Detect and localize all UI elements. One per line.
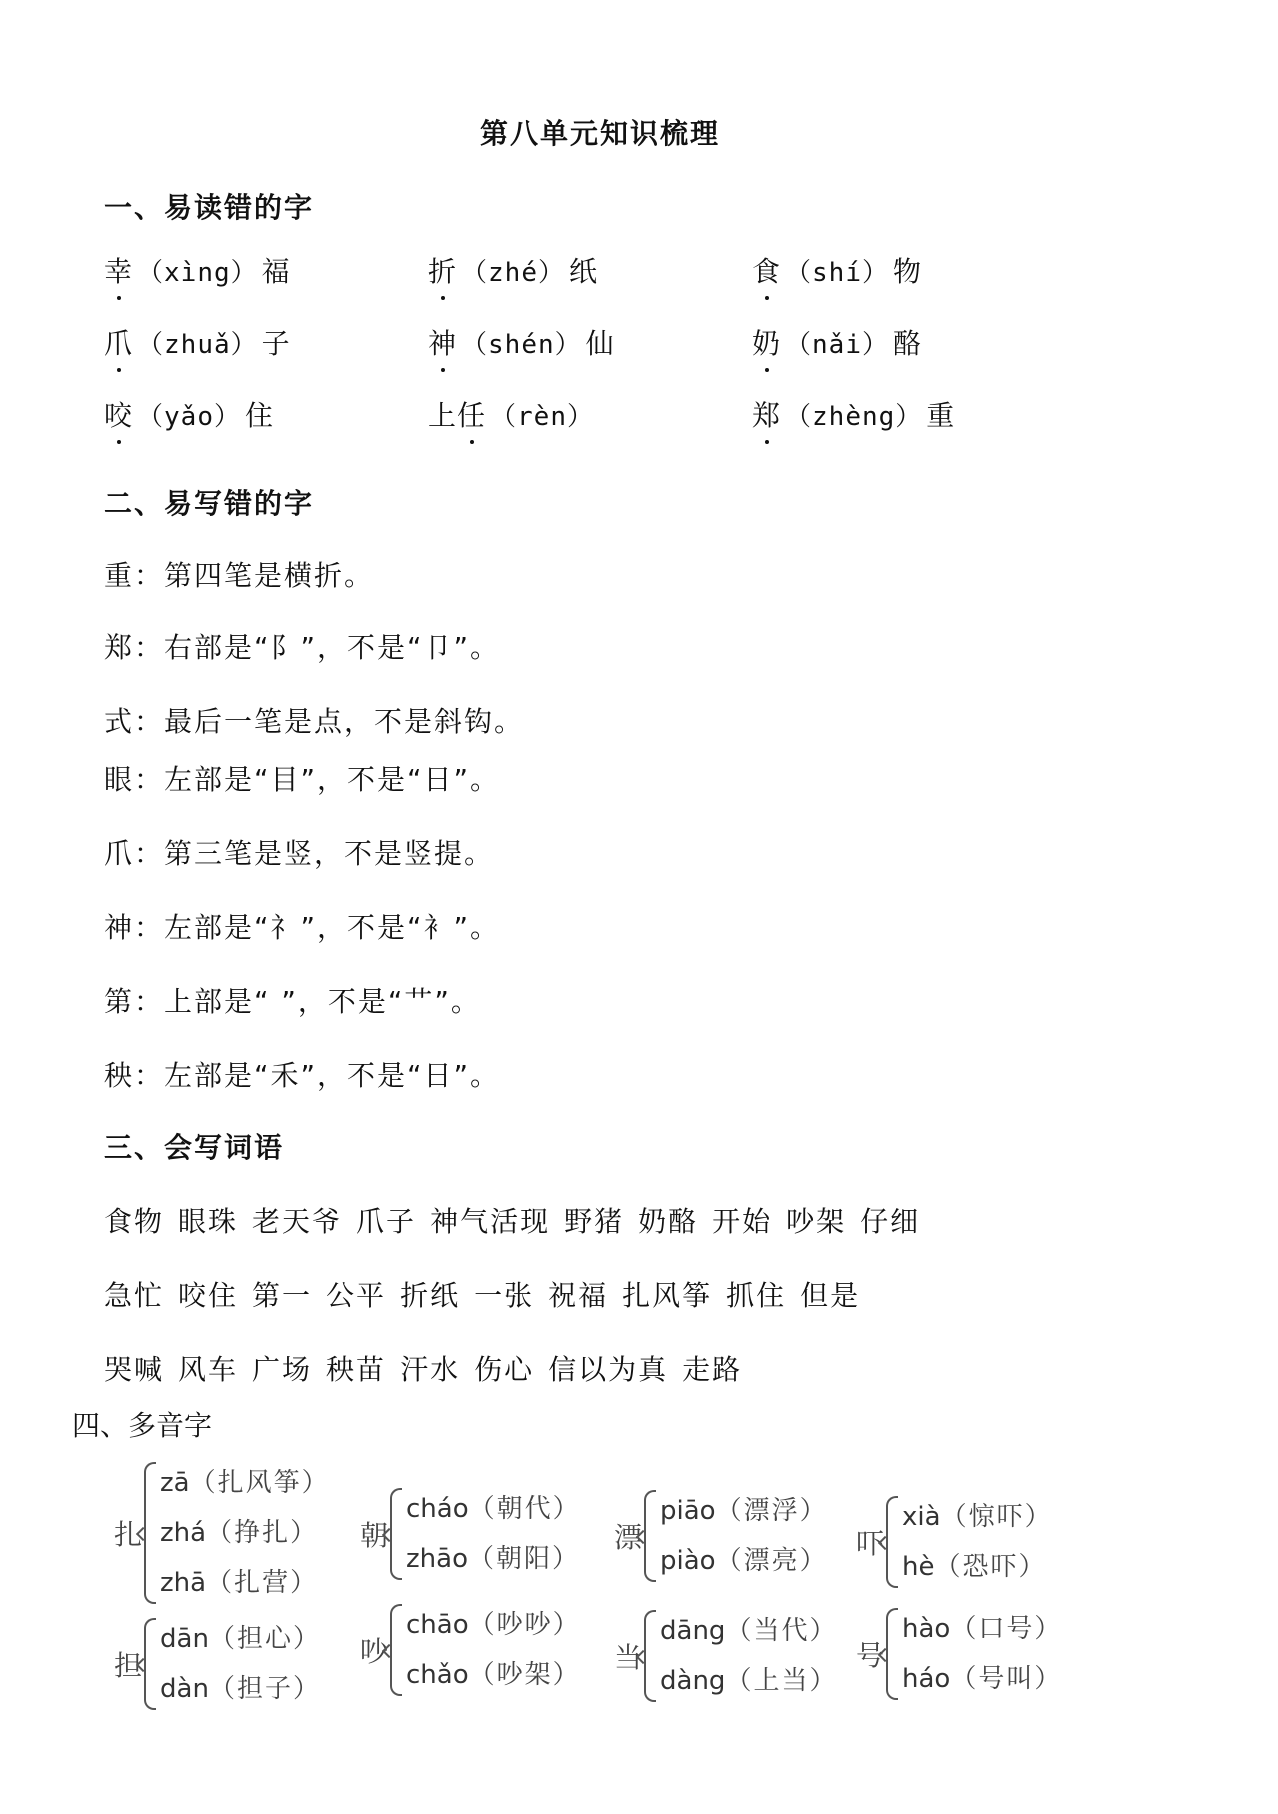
polyphone-group bbox=[614, 1606, 837, 1706]
polyphone-char: 朝 bbox=[360, 1519, 389, 1552]
read-item: 咬 （yǎo） 住 bbox=[104, 394, 274, 434]
brace-icon bbox=[390, 1488, 402, 1580]
emphasis-char: 幸 bbox=[104, 250, 133, 290]
read-item: 食 （shí） 物 bbox=[752, 250, 922, 290]
write-note: 重：第四笔是横折。 bbox=[104, 559, 375, 592]
polyphone-char: 扎 bbox=[114, 1518, 143, 1551]
word: 哭喊 bbox=[104, 1353, 165, 1386]
brace-icon bbox=[144, 1462, 156, 1604]
word: 但是 bbox=[800, 1279, 861, 1312]
polyphone-group bbox=[856, 1492, 1053, 1592]
emphasis-char: 爪 bbox=[104, 322, 133, 362]
polyphone-char: 当 bbox=[614, 1641, 643, 1674]
polyphone-group bbox=[114, 1614, 321, 1714]
polyphone-char: 担 bbox=[114, 1649, 143, 1682]
polyphone-char: 吓 bbox=[856, 1527, 885, 1560]
reading: zhāo（朝阳） bbox=[406, 1544, 580, 1574]
read-item: 上任 （rèn） bbox=[428, 394, 598, 434]
section1-heading: 一、易读错的字 bbox=[104, 191, 315, 224]
write-note: 神：左部是“礻”，不是“衤”。 bbox=[104, 911, 501, 944]
emphasis-char: 折 bbox=[428, 250, 457, 290]
word: 野猪 bbox=[564, 1205, 625, 1238]
reading: chāo（吵吵） bbox=[406, 1610, 581, 1640]
polyphone-group bbox=[614, 1486, 828, 1586]
write-note: 郑：右部是“阝”，不是“卩”。 bbox=[104, 631, 501, 664]
word: 折纸 bbox=[400, 1279, 461, 1312]
word: 奶酪 bbox=[638, 1205, 699, 1238]
word: 急忙 bbox=[104, 1279, 165, 1312]
reading: chǎo（吵架） bbox=[406, 1660, 581, 1690]
polyphone-char: 漂 bbox=[614, 1521, 643, 1554]
write-note: 爪：第三笔是竖，不是竖提。 bbox=[104, 837, 495, 870]
emphasis-char: 咬 bbox=[104, 394, 133, 434]
word: 扎风筝 bbox=[622, 1279, 713, 1312]
polyphone-group bbox=[360, 1600, 581, 1700]
reading: cháo（朝代） bbox=[406, 1494, 581, 1524]
word: 秧苗 bbox=[326, 1353, 387, 1386]
word: 眼珠 bbox=[178, 1205, 239, 1238]
word: 仔细 bbox=[860, 1205, 921, 1238]
section4-heading: 四、多音字 bbox=[72, 1409, 213, 1442]
emphasis-char: 任 bbox=[457, 394, 486, 434]
brace-icon bbox=[390, 1604, 402, 1696]
polyphone-group bbox=[114, 1458, 330, 1608]
word: 抓住 bbox=[726, 1279, 787, 1312]
word: 一张 bbox=[474, 1279, 535, 1312]
reading: zhā（扎营） bbox=[160, 1568, 319, 1598]
brace-icon bbox=[144, 1618, 156, 1710]
reading: piào（漂亮） bbox=[660, 1546, 828, 1576]
emphasis-char: 食 bbox=[752, 250, 781, 290]
word-row bbox=[104, 1200, 934, 1240]
word: 汗水 bbox=[400, 1353, 461, 1386]
reading: hè（恐吓） bbox=[902, 1552, 1047, 1582]
word: 食物 bbox=[104, 1205, 165, 1238]
word: 广场 bbox=[252, 1353, 313, 1386]
word: 伤心 bbox=[474, 1353, 535, 1386]
word: 祝福 bbox=[548, 1279, 609, 1312]
read-item: 奶 （nǎi） 酪 bbox=[752, 322, 922, 362]
word: 吵架 bbox=[786, 1205, 847, 1238]
section3-heading: 三、会写词语 bbox=[104, 1131, 285, 1164]
write-note: 式：最后一笔是点，不是斜钩。 bbox=[104, 705, 525, 738]
word: 公平 bbox=[326, 1279, 387, 1312]
word-row bbox=[104, 1348, 756, 1388]
polyphone-char: 号 bbox=[856, 1639, 885, 1672]
polyphone-group bbox=[856, 1604, 1062, 1704]
word: 神气活现 bbox=[430, 1205, 551, 1238]
page-title: 第八单元知识梳理 bbox=[479, 117, 720, 150]
word: 老天爷 bbox=[252, 1205, 343, 1238]
read-item: 郑 （zhèng） 重 bbox=[752, 394, 955, 434]
brace-icon bbox=[886, 1608, 898, 1700]
reading: hào（口号） bbox=[902, 1614, 1063, 1644]
word-row bbox=[104, 1274, 874, 1314]
emphasis-char: 神 bbox=[428, 322, 457, 362]
write-note: 秧：左部是“禾”，不是“日”。 bbox=[104, 1059, 501, 1092]
write-note: 第：上部是“ ”，不是“艹”。 bbox=[104, 985, 481, 1018]
brace-icon bbox=[886, 1496, 898, 1588]
word: 爪子 bbox=[356, 1205, 417, 1238]
reading: háo（号叫） bbox=[902, 1664, 1063, 1694]
section2-heading: 二、易写错的字 bbox=[104, 487, 315, 520]
reading: zhá（挣扎） bbox=[160, 1518, 319, 1548]
word: 走路 bbox=[682, 1353, 743, 1386]
brace-icon bbox=[644, 1610, 656, 1702]
reading: dàn（担子） bbox=[160, 1674, 321, 1704]
word: 第一 bbox=[252, 1279, 313, 1312]
polyphone-char: 吵 bbox=[360, 1635, 389, 1668]
word: 咬住 bbox=[178, 1279, 239, 1312]
read-item: 折 （zhé） 纸 bbox=[428, 250, 598, 290]
word: 风车 bbox=[178, 1353, 239, 1386]
reading: dàng（上当） bbox=[660, 1666, 838, 1696]
reading: dān（担心） bbox=[160, 1624, 321, 1654]
word: 信以为真 bbox=[548, 1353, 669, 1386]
read-item: 幸 （xìng） 福 bbox=[104, 250, 291, 290]
read-item: 爪 （zhuǎ） 子 bbox=[104, 322, 291, 362]
word: 开始 bbox=[712, 1205, 773, 1238]
reading: dāng（当代） bbox=[660, 1616, 838, 1646]
read-item: 神 （shén） 仙 bbox=[428, 322, 615, 362]
reading: piāo（漂浮） bbox=[660, 1496, 828, 1526]
emphasis-char: 郑 bbox=[752, 394, 781, 434]
brace-icon bbox=[644, 1490, 656, 1582]
reading: zā（扎风筝） bbox=[160, 1468, 330, 1498]
emphasis-char: 奶 bbox=[752, 322, 781, 362]
write-note: 眼：左部是“目”，不是“日”。 bbox=[104, 763, 501, 796]
polyphone-group bbox=[360, 1484, 581, 1584]
reading: xià（惊吓） bbox=[902, 1502, 1053, 1532]
